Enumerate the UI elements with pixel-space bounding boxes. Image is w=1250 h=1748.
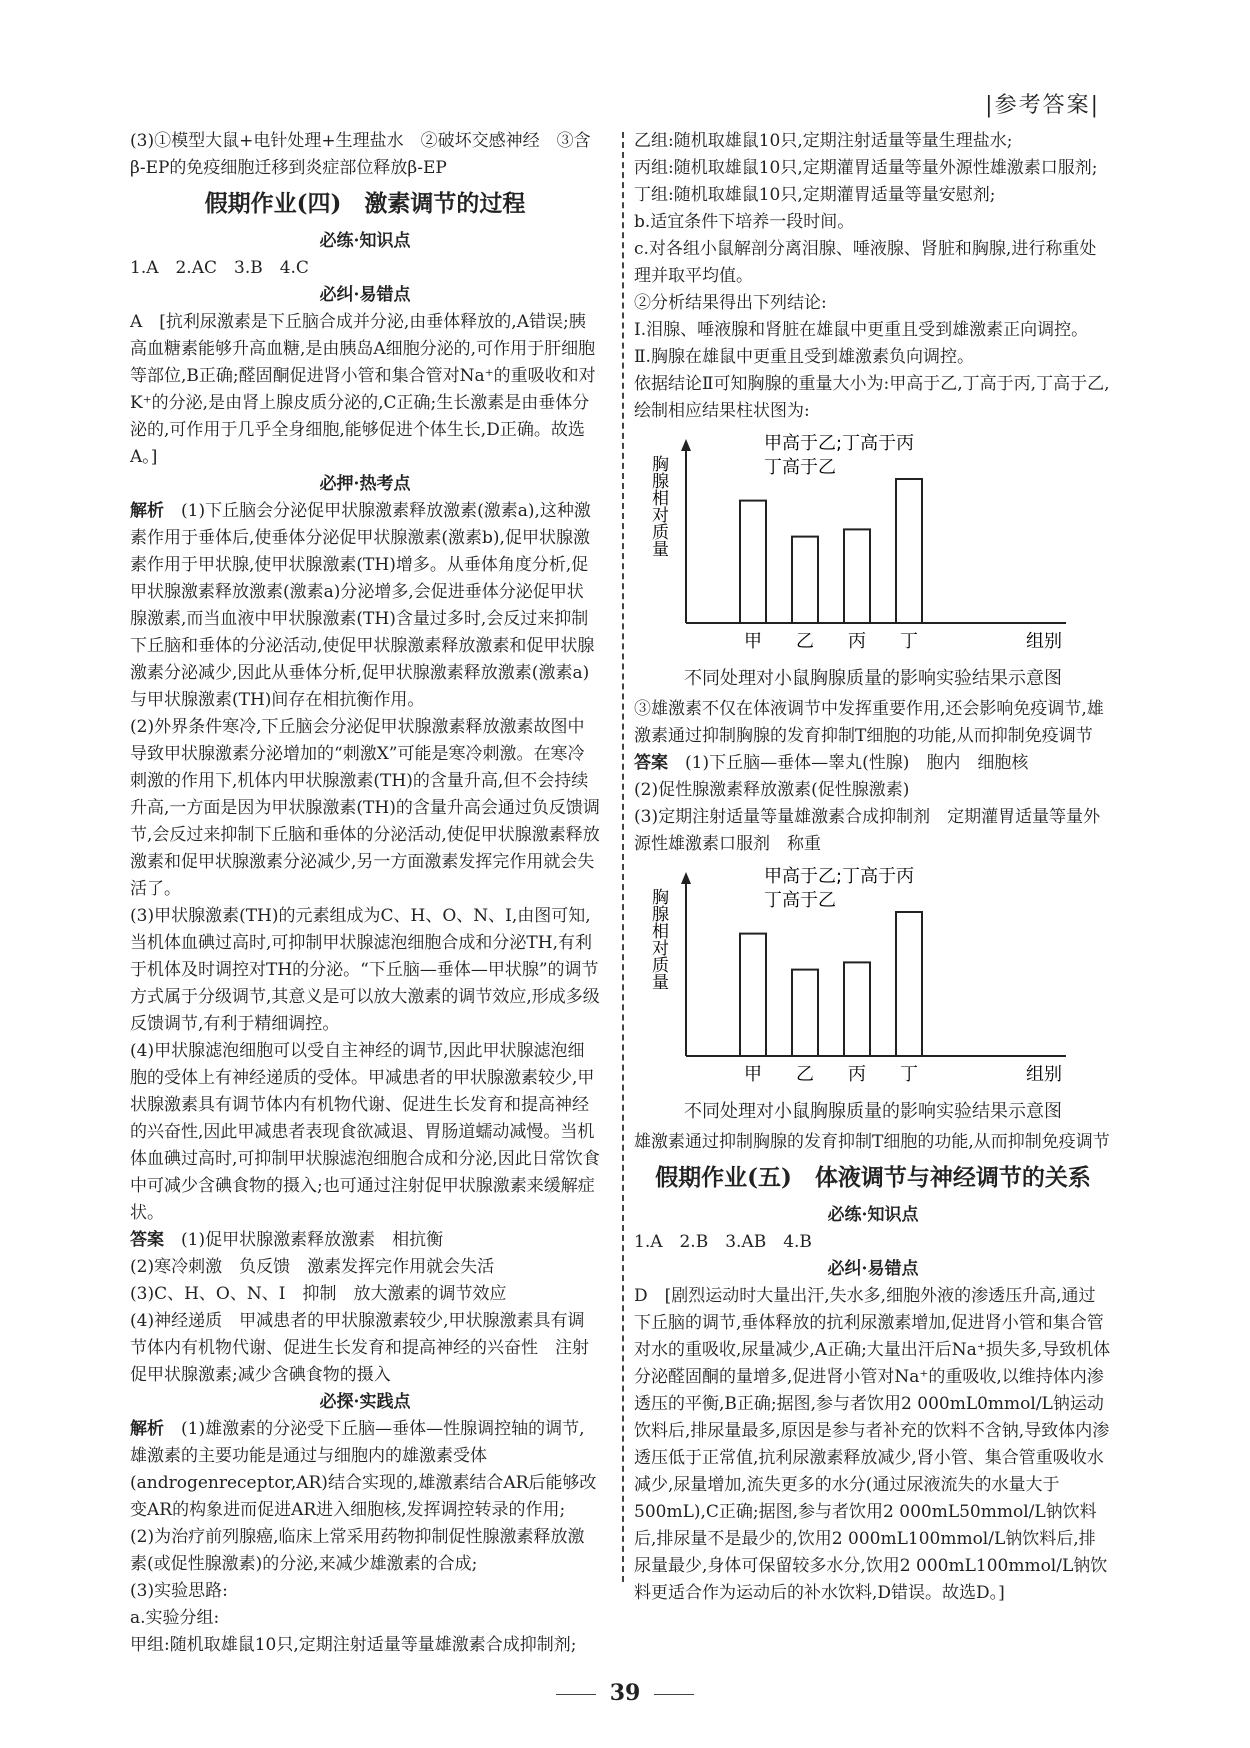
- conclusion-basis: 依据结论Ⅱ可知胸腺的重量大小为:甲高于乙,丁高于丙,丁高于乙,绘制相应结果柱状图为:: [634, 374, 1110, 421]
- jiexi-label-2: 解析: [130, 1419, 164, 1439]
- annotation-1: 甲高于乙;丁高于丙: [764, 866, 915, 887]
- group-yi: 乙组:随机取雄鼠10只,定期注射适量等量生理盐水;: [634, 131, 1013, 151]
- y-axis-arrow: [681, 872, 691, 884]
- bitan-para-2: (2)为治疗前列腺癌,临床上常采用药物抑制促性腺激素释放激素(或促性腺激素)的分泌,来减少雄激素的合成;: [130, 1527, 585, 1574]
- bar-甲: [740, 934, 766, 1056]
- bar-丁: [896, 912, 922, 1056]
- jiexi-para-1: [130, 498, 600, 714]
- jiexi-para-2: (2)外界条件寒冷,下丘脑会分泌促甲状腺激素释放激素故图中导致甲状腺激素分泌增加的“刺激X”可能是寒冷刺激。在寒冷刺激的作用下,机体内甲状腺激素(TH)的含量升高,但不会持续升高,一方面是因为甲状腺激素(TH)的含量升高会通过负反馈调节,会反过来抑制下丘脑和垂体的分泌活动,使促甲状腺激素释放激素和促甲状腺激素分泌减少,另一方面激素发挥完作用就会失活了。: [130, 717, 600, 899]
- intro-paragraph: (3)①模型大鼠+电针处理+生理盐水 ②破坏交感神经 ③含β-EP的免疫细胞迁移到炎症部位释放β-EP: [130, 131, 591, 178]
- daan-para-1: [130, 1227, 600, 1254]
- column-divider: [622, 132, 624, 1582]
- x-tick-label: 乙: [796, 1064, 814, 1085]
- x-axis-label: 组别: [1026, 631, 1062, 652]
- answer-para-3: (3)定期注射适量等量雄激素合成抑制剂 定期灌胃适量等量外源性雄激素口服剂 称重: [634, 807, 1101, 854]
- subheading-bilian-5: 必练·知识点: [827, 1205, 919, 1225]
- annotation-2: 丁高于乙: [764, 890, 836, 911]
- annotation-1: 甲高于乙;丁高于丙: [764, 433, 915, 454]
- chart-2-caption: 不同处理对小鼠胸腺质量的影响实验结果示意图: [684, 1101, 1062, 1122]
- bar-乙: [792, 970, 818, 1056]
- annotation-2: 丁高于乙: [764, 457, 836, 478]
- subheading-bijiu: 必纠·易错点: [319, 285, 411, 305]
- x-tick-label: 丁: [900, 1064, 918, 1085]
- daan-label: 答案: [130, 1230, 164, 1250]
- subheading-biya: 必押·热考点: [319, 474, 411, 494]
- jiexi-text-1: (1)下丘脑会分泌促甲状腺激素释放激素(激素a),这种激素作用于垂体后,使垂体分泌促甲状腺激素(激素b),促甲状腺激素作用于甲状腺,使甲状腺激素(TH)增多。从垂体角度分析,促甲状腺激素释放激素(激素a)分泌增多,会促进垂体分泌促甲状腺激素,而当血液中甲状腺激素(TH)含量过多时,会反过来抑制下丘脑和垂体的分泌活动,使促甲状腺激素释放激素和促甲状腺激素分泌减少,因此从垂体分析,促甲状腺激素释放激素(激素a)与甲状腺激素(TH)间存在相抗衡作用。: [130, 501, 595, 710]
- step-c: c.对各组小鼠解剖分离泪腺、唾液腺、肾脏和胸腺,进行称重处理并取平均值。: [634, 239, 1097, 286]
- bitan-jia: 甲组:随机取雄鼠10只,定期注射适量等量雄激素合成抑制剂;: [130, 1635, 577, 1655]
- section-4-title: 假期作业(四) 激素调节的过程: [204, 190, 526, 217]
- daan-para-4: (4)神经递质 甲减患者的甲状腺激素较少,甲状腺激素具有调节体内有机物代谢、促进生长发育和提高神经的兴奋性 注射促甲状腺激素;减少含碘食物的摄入: [130, 1311, 589, 1385]
- bitan-text-1: (1)雄激素的分泌受下丘脑—垂体—性腺调控轴的调节,雄激素的主要功能是通过与细胞内的雄激素受体(androgenreceptor,AR)结合实现的,雄激素结合AR后能够改变AR的构象进而促进AR进入细胞核,发挥调控转录的作用;: [130, 1419, 597, 1520]
- right-column: [634, 128, 1112, 1607]
- page-header: |参考答案|: [985, 93, 1100, 118]
- subheading-bijiu-5: 必纠·易错点: [827, 1259, 919, 1279]
- analysis-intro: ②分析结果得出下列结论:: [634, 293, 827, 313]
- conclusion-1: Ⅰ.泪腺、唾液腺和肾脏在雄鼠中更重且受到雄激素正向调控。: [634, 320, 1089, 340]
- group-bing: 丙组:随机取雄鼠10只,定期灌胃适量等量外源性雄激素口服剂;: [634, 158, 1098, 178]
- bitan-para-3a: a.实验分组:: [130, 1608, 220, 1628]
- page-number-text: 39: [609, 1680, 641, 1706]
- thymus-bar-chart-1: [634, 427, 1104, 663]
- thymus-bar-chart-2: [634, 860, 1104, 1096]
- bilian-answers-5: 1.A 2.B 3.AB 4.B: [634, 1232, 812, 1252]
- answer-text-1: (1)下丘脑—垂体—睾丸(性腺) 胞内 细胞核: [685, 753, 1029, 773]
- jiexi-para-3: (3)甲状腺激素(TH)的元素组成为C、H、O、N、I,由图可知,当机体血碘过高时,可抑制甲状腺滤泡细胞合成和分泌TH,有利于机体及时调控对TH的分泌。“下丘脑—垂体—甲状腺”的调节方式属于分级调节,其意义是可以放大激素的调节效应,形成多级反馈调节,有利于精细调控。: [130, 906, 600, 1034]
- section-5-title: 假期作业(五) 体液调节与神经调节的关系: [655, 1164, 1091, 1191]
- bitan-para-1: [130, 1416, 600, 1524]
- y-axis-label: 胸腺相对质量: [648, 455, 668, 557]
- bijiu-text-5: D [剧烈运动时大量出汗,失水多,细胞外液的渗透压升高,通过下丘脑的调节,垂体释放的抗利尿激素增加,促进肾小管和集合管对水的重吸收,尿量减少,A正确;大量出汗后Na⁺损失多,导致机体分泌醛固酮的量增多,促进肾小管对Na⁺的重吸收,以维持体内渗透压的平衡,B正确;据图,参与者饮用2 000mL0mmol/L钠运动饮料后,排尿量最多,原因是参与者补充的饮料不含钠,导致体内渗透压低于正常值,抗利尿激素释放减少,肾小管、集合管重吸收水减少,尿量增加,流失更多的水分(通过尿液流失的水量大于500mL),C正确;据图,参与者饮用2 000mL50mmol/L钠饮料后,排尿量不是最少的,饮用2 000mL100mmol/L钠饮料后,排尿量最少,身体可保留较多水分,饮用2 000mL100mmol/L钠饮料更适合作为运动后的补水饮料,D错误。故选D。]: [634, 1286, 1111, 1603]
- x-tick-label: 丁: [900, 631, 918, 652]
- x-tick-label: 乙: [796, 631, 814, 652]
- x-tick-label: 丙: [848, 1064, 866, 1085]
- left-column: [130, 128, 600, 1659]
- answer-para-2: (2)促性腺激素释放激素(促性腺激素): [634, 780, 910, 800]
- para-3: ③雄激素不仅在体液调节中发挥重要作用,还会影响免疫调节,雄激素通过抑制胸腺的发育抑制T细胞的功能,从而抑制免疫调节: [634, 699, 1104, 746]
- bijiu-text: A [抗利尿激素是下丘脑合成并分泌,由垂体释放的,A错误;胰高血糖素能够升高血糖,是由胰岛A细胞分泌的,可作用于肝细胞等部位,B正确;醛固酮促进肾小管和集合管对Na⁺的重吸收和对K⁺的分泌,是由肾上腺皮质分泌的,C正确;生长激素是由垂体分泌的,可作用于几乎全身细胞,能够促进个体生长,D正确。故选A。]: [130, 312, 596, 467]
- x-tick-label: 甲: [744, 631, 762, 652]
- y-axis-label: 胸腺相对质量: [648, 888, 668, 990]
- daan-para-2: (2)寒冷刺激 负反馈 激素发挥完作用就会失活: [130, 1257, 495, 1277]
- step-b: b.适宜条件下培养一段时间。: [634, 212, 855, 232]
- bar-丙: [844, 962, 870, 1056]
- bilian-answers: 1.A 2.AC 3.B 4.C: [130, 258, 309, 278]
- group-ding: 丁组:随机取雄鼠10只,定期灌胃适量等量安慰剂;: [634, 185, 996, 205]
- bitan-para-3: (3)实验思路:: [130, 1581, 228, 1601]
- jiexi-para-4: (4)甲状腺滤泡细胞可以受自主神经的调节,因此甲状腺滤泡细胞的受体上有神经递质的受体。甲减患者的甲状腺激素较少,甲状腺激素具有调节体内有机物代谢、促进生长发育和提高神经的兴奋性,因此甲减患者表现食欲减退、胃肠道蠕动减慢。当机体血碘过高时,可抑制甲状腺滤泡细胞合成和分泌,因此日常饮食中可减少含碘食物的摄入;也可通过注射促甲状腺激素来缓解症状。: [130, 1041, 600, 1223]
- bar-丁: [896, 479, 922, 623]
- subheading-bitan: 必探·实践点: [319, 1392, 411, 1412]
- y-axis-arrow: [681, 439, 691, 451]
- page-number: [0, 1680, 1250, 1706]
- bar-甲: [740, 501, 766, 623]
- conclusion-2: Ⅱ.胸腺在雄鼠中更重且受到雄激素负向调控。: [634, 347, 974, 367]
- subheading-bilian: 必练·知识点: [319, 231, 411, 251]
- final-statement: 雄激素通过抑制胸腺的发育抑制T细胞的功能,从而抑制免疫调节: [634, 1132, 1110, 1152]
- bar-丙: [844, 529, 870, 623]
- daan-label-right: 答案: [634, 753, 668, 773]
- x-tick-label: 甲: [744, 1064, 762, 1085]
- x-axis-label: 组别: [1026, 1064, 1062, 1085]
- bar-乙: [792, 537, 818, 623]
- jiexi-label: 解析: [130, 501, 164, 521]
- daan-para-3: (3)C、H、O、N、I 抑制 放大激素的调节效应: [130, 1284, 507, 1304]
- daan-text-1: (1)促甲状腺激素释放激素 相抗衡: [181, 1230, 444, 1250]
- x-tick-label: 丙: [848, 631, 866, 652]
- chart-1-caption: 不同处理对小鼠胸腺质量的影响实验结果示意图: [684, 668, 1062, 689]
- answer-para-1: [634, 750, 1112, 777]
